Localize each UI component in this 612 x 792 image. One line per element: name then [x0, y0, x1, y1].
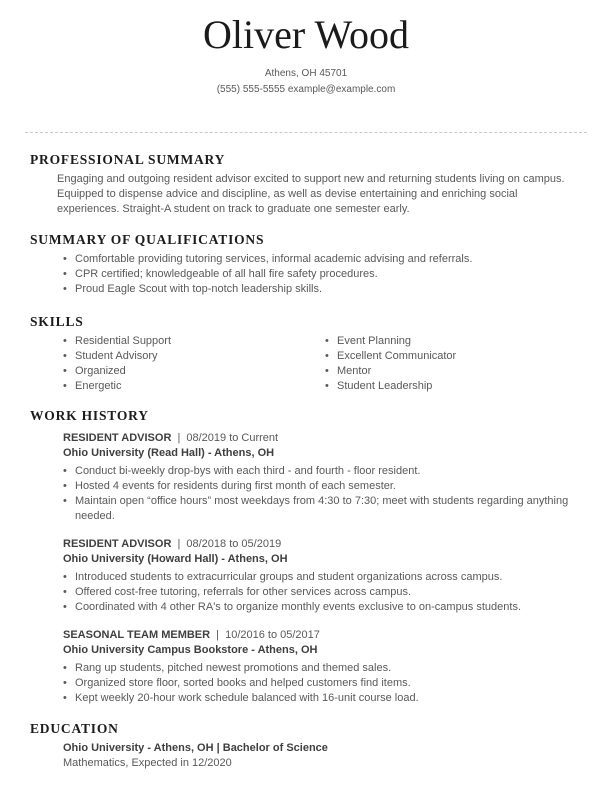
job-title-line	[63, 431, 584, 446]
job-bullet: • Offered cost-free tutoring, referrals for other services across campus.	[63, 585, 583, 600]
job-entry	[63, 537, 584, 615]
job-dates: 08/2018 to 05/2019	[186, 538, 282, 550]
job-separator: |	[177, 538, 181, 550]
skills-columns	[63, 334, 584, 394]
contact-block	[0, 66, 612, 98]
education-title: EDUCATION	[30, 721, 119, 736]
section-skills	[0, 314, 612, 394]
section-education	[0, 721, 612, 771]
candidate-name: Oliver Wood	[202, 12, 409, 57]
address-line: Athens, OH 45701	[264, 68, 348, 79]
section-professional-summary	[0, 152, 612, 217]
skill-item: • Event Planning	[325, 334, 584, 349]
job-role: RESIDENT ADVISOR	[63, 538, 172, 550]
skill-item: • Student Leadership	[325, 379, 584, 394]
job-title-line	[63, 628, 584, 643]
skill-item: • Organized	[63, 364, 325, 379]
education-detail-line: Mathematics, Expected in 12/2020	[63, 757, 232, 769]
job-title-line	[63, 537, 584, 552]
phone-email-line: (555) 555-5555 example@example.com	[216, 84, 396, 95]
section-qualifications	[0, 232, 612, 297]
job-bullets	[63, 464, 583, 524]
job-bullet: • Kept weekly 20-hour work schedule balanced with 16-unit course load.	[63, 691, 583, 706]
job-role: RESIDENT ADVISOR	[63, 432, 172, 444]
job-bullet: • Maintain open “office hours” most weekdays from 4:30 to 7:30; meet with students regarding anything needed.	[63, 494, 583, 524]
skill-item: • Energetic	[63, 379, 325, 394]
skill-item: • Mentor	[325, 364, 584, 379]
header-divider	[25, 132, 587, 133]
job-dates: 08/2019 to Current	[186, 432, 279, 444]
job-bullet: • Rang up students, pitched newest promotions and themed sales.	[63, 661, 583, 676]
job-company: Ohio University (Read Hall) - Athens, OH	[63, 447, 275, 459]
job-company: Ohio University (Howard Hall) - Athens, OH	[63, 553, 288, 565]
skill-item: • Excellent Communicator	[325, 349, 584, 364]
job-entry	[63, 628, 584, 706]
qualification-item: • Proud Eagle Scout with top-notch leadership skills.	[63, 282, 583, 297]
job-bullet: • Organized store floor, sorted books and helped customers find items.	[63, 676, 583, 691]
education-degree-line: Ohio University - Athens, OH | Bachelor of Science	[63, 742, 328, 754]
education-entry	[63, 741, 584, 771]
job-separator: |	[177, 432, 181, 444]
job-role: SEASONAL TEAM MEMBER	[63, 629, 211, 641]
qualifications-list	[63, 252, 583, 297]
job-bullets	[63, 570, 583, 615]
job-bullet: • Coordinated with 4 other RA's to organize monthly events exclusive to on-campus students.	[63, 600, 583, 615]
professional-summary-title: PROFESSIONAL SUMMARY	[30, 152, 226, 167]
skills-list-left	[63, 334, 325, 394]
resume-header	[0, 13, 612, 98]
job-bullets	[63, 661, 583, 706]
work-history-title: WORK HISTORY	[30, 408, 149, 423]
skill-item: • Student Advisory	[63, 349, 325, 364]
job-dates: 10/2016 to 05/2017	[225, 629, 320, 641]
skills-title: SKILLS	[30, 314, 84, 329]
job-separator: |	[216, 629, 220, 641]
job-bullet: • Conduct bi-weekly drop-bys with each third - and fourth - floor resident.	[63, 464, 583, 479]
skill-item: • Residential Support	[63, 334, 325, 349]
job-bullet: • Hosted 4 events for residents during first month of each semester.	[63, 479, 583, 494]
job-entry	[63, 431, 584, 524]
qualifications-title: SUMMARY OF QUALIFICATIONS	[30, 232, 265, 247]
qualification-item: • Comfortable providing tutoring services, informal academic advising and referrals.	[63, 252, 583, 267]
qualification-item: • CPR certified; knowledgeable of all hall fire safety procedures.	[63, 267, 583, 282]
section-work-history	[0, 408, 612, 706]
job-bullet: • Introduced students to extracurricular groups and student organizations across campus.	[63, 570, 583, 585]
job-company: Ohio University Campus Bookstore - Athens, OH	[63, 644, 318, 656]
professional-summary-text: Engaging and outgoing resident advisor excited to support new and returning students living on campus. Equipped to dispense advice and discipline, as well as devise entertaining and enriching social experiences. Straight-A student on track to graduate one semester early.	[57, 173, 565, 215]
skills-list-right	[325, 334, 584, 394]
